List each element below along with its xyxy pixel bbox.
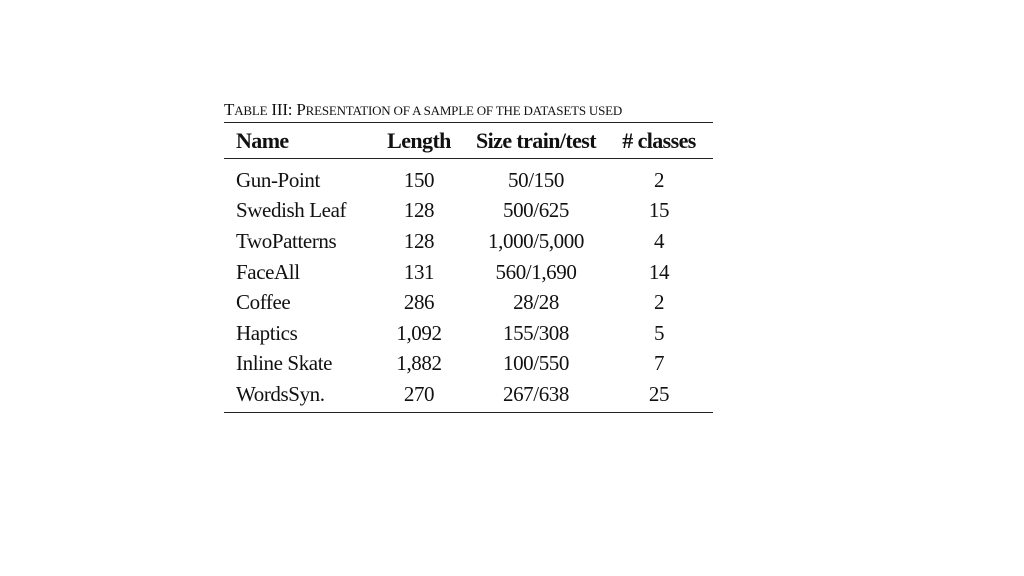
- cell-name: TwoPatterns: [236, 228, 337, 253]
- table-caption: [224, 100, 701, 122]
- cell-name: Gun-Point: [236, 167, 320, 192]
- caption-part: ABLE: [234, 103, 268, 118]
- table-row: [224, 349, 713, 380]
- cell-length: 150: [403, 167, 435, 192]
- cell-length: 128: [403, 198, 435, 223]
- cell-classes: 5: [653, 320, 665, 345]
- table-row: [224, 318, 713, 349]
- table-row: [224, 196, 713, 227]
- cell-classes: 4: [653, 228, 665, 253]
- cell-length: 131: [403, 259, 435, 284]
- table-row: [224, 226, 713, 257]
- cell-size: 155/308: [502, 320, 570, 345]
- cell-classes: 25: [605, 379, 713, 412]
- cell-length: 1,092: [396, 320, 442, 345]
- table-row: [224, 257, 713, 288]
- table-row: [224, 379, 713, 412]
- header-length: Length: [371, 123, 467, 159]
- cell-size: 500/625: [502, 198, 570, 223]
- datasets-table: [224, 122, 713, 413]
- table-row: [224, 287, 713, 318]
- cell-classes: 2: [653, 167, 665, 192]
- cell-name: Haptics: [236, 320, 298, 345]
- cell-classes: 14: [648, 259, 670, 284]
- cell-length: 128: [403, 228, 435, 253]
- cell-size: 50/150: [508, 167, 564, 192]
- datasets-table-block: [224, 100, 701, 413]
- caption-part: III: P: [267, 100, 306, 119]
- cell-name: FaceAll: [236, 259, 300, 284]
- table-header-row: [224, 123, 713, 159]
- header-name: Name: [224, 123, 371, 159]
- caption-part: RESENTATION OF A SAMPLE OF THE DATASETS USED: [305, 103, 623, 118]
- cell-length: 270: [371, 379, 467, 412]
- header-size: Size train/test: [467, 123, 605, 159]
- cell-classes: 2: [653, 290, 665, 315]
- cell-length: 286: [403, 290, 435, 315]
- cell-size: 267/638: [467, 379, 605, 412]
- table-row: [224, 159, 713, 196]
- cell-name: Inline Skate: [236, 351, 333, 376]
- cell-classes: 7: [653, 351, 665, 376]
- cell-name: Coffee: [236, 290, 291, 315]
- cell-size: 560/1,690: [495, 259, 577, 284]
- cell-name: WordsSyn.: [224, 379, 371, 412]
- caption-part: T: [224, 100, 235, 119]
- header-classes: # classes: [605, 123, 713, 159]
- cell-size: 28/28: [513, 290, 559, 315]
- cell-classes: 15: [648, 198, 670, 223]
- cell-length: 1,882: [396, 351, 442, 376]
- cell-name: Swedish Leaf: [236, 198, 347, 223]
- cell-size: 1,000/5,000: [488, 228, 584, 253]
- cell-size: 100/550: [502, 351, 570, 376]
